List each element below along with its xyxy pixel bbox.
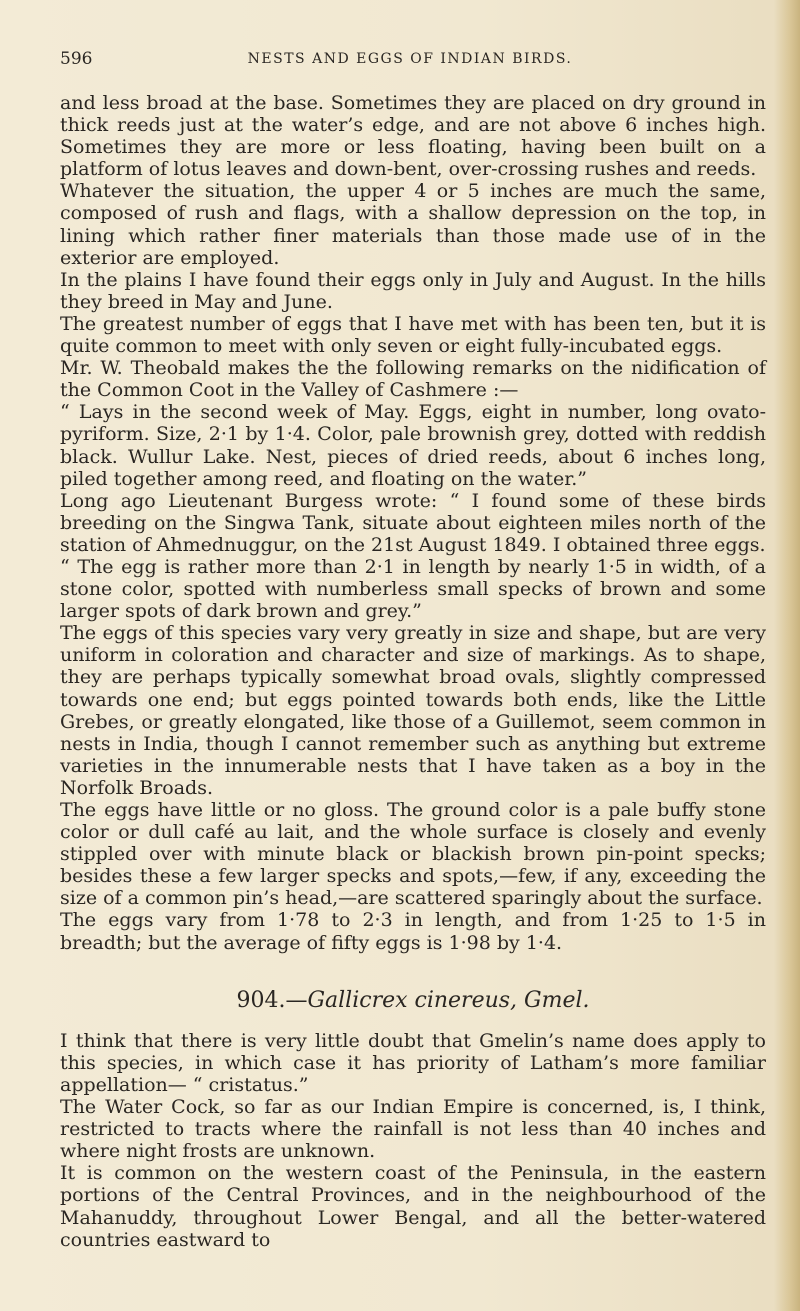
species-number: 904.— — [236, 987, 308, 1013]
page-number: 596 — [60, 49, 93, 69]
species-name: Gallicrex cinereus, Gmel. — [307, 987, 590, 1013]
quote-paragraph: “ The egg is rather more than 2·1 in length by nearly 1·5 in width, of a stone color, spotted with numberless small specks of brown and some larger spots of dark brown and grey.” — [60, 555, 766, 623]
paragraph: Mr. W. Theobald makes the the following remarks on the nidification of the Common Coot in the Valley of Cashmere :— — [60, 357, 766, 402]
paragraph: Whatever the situation, the upper 4 or 5 inches are much the same, composed of rush and flags, with a shallow depression on the top, in lining which rather finer materials than those made use of in the exterior are employed. — [60, 180, 766, 269]
running-title: NESTS AND EGGS OF INDIAN BIRDS. — [247, 51, 573, 67]
paragraph: I think that there is very little doubt that Gmelin’s name does apply to this species, in which case it has priority of Latham’s more familiar appellation— “ cristatus.” — [60, 1029, 766, 1096]
paragraph: The eggs of this species vary very greatly in size and shape, but are very uniform in coloration and character and size of markings. As to shape, they are perhaps typically somewhat broad ovals, slightly compressed towards one end; but eggs pointed towards both ends, like the Little Grebes, or greatly elongated, like those of a Guillemot, seem common in nests in India, though I cannot remember such as anything but extreme varieties in the innumerable nests that I have taken as a boy in the Norfolk Broads. — [60, 622, 766, 799]
paragraph: The eggs vary from 1·78 to 2·3 in length, and from 1·25 to 1·5 in breadth; but the average of fifty eggs is 1·98 by 1·4. — [60, 909, 766, 954]
species-section — [60, 1030, 766, 1251]
paragraph: Long ago Lieutenant Burgess wrote: “ I found some of these birds breeding on the Singwa Tank, situate about eighteen miles north of the station of Ahmednuggur, on the 21st August 1849. I obtained three eggs. — [60, 489, 766, 556]
paragraph: In the plains I have found their eggs only in July and August. In the hills they breed in May and June. — [60, 268, 766, 313]
page-header — [60, 49, 760, 75]
quote-paragraph: “ Lays in the second week of May. Eggs, eight in number, long ovato-pyriform. Size, 2·1 by 1·4. Color, pale brownish grey, dotted with reddish black. Wullur Lake. Nest, pieces of dried reeds, about 6 inches long, piled together among reed, and floating on the water.” — [60, 401, 766, 490]
paragraph: The eggs have little or no gloss. The ground color is a pale buffy stone color or dull café au lait, and the whole surface is closely and evenly stippled over with minute black or blackish brown pin-point specks; besides these a few larger specks and spots,—few, if any, exceeding the size of a common pin’s head,—are scattered sparingly about the surface. — [60, 799, 766, 910]
body-text — [60, 92, 766, 1251]
paragraph: It is common on the western coast of the Peninsula, in the eastern portions of the Central Provinces, and in the neighbourhood of the Mahanuddy, throughout Lower Bengal, and all the better-watered countries eastward to — [60, 1162, 766, 1251]
page-edge-shadow — [774, 0, 800, 1311]
species-heading — [60, 987, 766, 1013]
paragraph: The Water Cock, so far as our Indian Empire is concerned, is, I think, restricted to tracts where the rainfall is not less than 40 inches and where night frosts are unknown. — [60, 1096, 766, 1163]
paragraph: The greatest number of eggs that I have met with has been ten, but it is quite common to meet with only seven or eight fully-incubated eggs. — [60, 312, 766, 358]
paragraph: and less broad at the base. Sometimes they are placed on dry ground in thick reeds just at the water’s edge, and are not above 6 inches high. Sometimes they are more or less floating, having been built on a platform of lotus leaves and down-bent, over-crossing rushes and reeds. — [60, 92, 766, 181]
